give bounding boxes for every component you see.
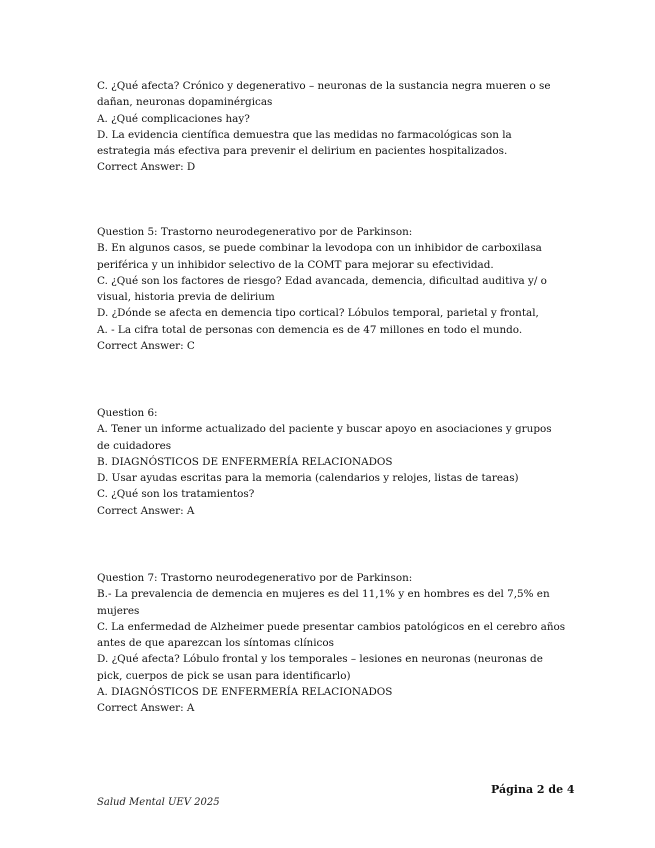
correct-answer: Correct Answer: C bbox=[97, 340, 195, 353]
page-number: Página 2 de 4 bbox=[491, 783, 575, 796]
answer-option: B.- La prevalencia de demencia en mujeres es del 11,1% y en hombres es del 7,5% en mujeres bbox=[97, 588, 550, 617]
answer-option: A. Tener un informe actualizado del paciente y buscar apoyo en asociaciones y grupos de cuidadores bbox=[97, 423, 552, 452]
answer-option: B. En algunos casos, se puede combinar la levodopa con un inhibidor de carboxilasa periférica y un inhibidor selectivo de la COMT para mejorar su efectividad. bbox=[97, 242, 542, 271]
answer-option: A. - La cifra total de personas con demencia es de 47 millones en todo el mundo. bbox=[97, 323, 523, 336]
answer-option: C. ¿Qué son los tratamientos? bbox=[97, 488, 255, 501]
question-title: Question 7: Trastorno neurodegenerativo por de Parkinson: bbox=[97, 572, 413, 584]
correct-answer: Correct Answer: D bbox=[97, 161, 196, 174]
question-block-7 bbox=[97, 570, 567, 717]
footer-text: Salud Mental UEV 2025 bbox=[97, 797, 220, 808]
correct-answer: Correct Answer: A bbox=[97, 504, 195, 517]
answer-option: D. ¿Dónde se afecta en demencia tipo cortical? Lóbulos temporal, parietal y frontal, bbox=[97, 307, 539, 320]
answer-option: B. DIAGNÓSTICOS DE ENFERMERÍA RELACIONADOS bbox=[97, 455, 393, 468]
answer-option: A. DIAGNÓSTICOS DE ENFERMERÍA RELACIONADOS bbox=[97, 686, 393, 699]
question-title: Question 6: bbox=[97, 407, 158, 419]
answer-option: D. La evidencia científica demuestra que las medidas no farmacológicas son la estrategia más efectiva para prevenir el delirium en pacientes hospitalizados. bbox=[97, 128, 512, 158]
question-block-4-continued bbox=[97, 78, 567, 176]
answer-option: D. ¿Qué afecta? Lóbulo frontal y los temporales – lesiones en neuronas (neuronas de pick, cuerpos de pick se usan para identificarlo) bbox=[97, 653, 543, 682]
answer-option: A. ¿Qué complicaciones hay? bbox=[97, 112, 250, 125]
answer-option: C. ¿Qué afecta? Crónico y degenerativo – neuronas de la sustancia negra mueren o se dañan, neuronas dopaminérgicas bbox=[97, 80, 551, 109]
answer-option: D. Usar ayudas escritas para la memoria (calendarios y relojes, listas de tareas) bbox=[97, 472, 519, 485]
answer-option: C. La enfermedad de Alzheimer puede presentar cambios patológicos en el cerebro años antes de que aparezcan los síntomas clínicos bbox=[97, 620, 566, 650]
question-block-6 bbox=[97, 405, 567, 519]
question-block-5 bbox=[97, 224, 567, 354]
question-title: Question 5: Trastorno neurodegenerativo por de Parkinson: bbox=[97, 226, 413, 238]
correct-answer: Correct Answer: A bbox=[97, 702, 195, 715]
answer-option: C. ¿Qué son los factores de riesgo? Edad avancada, demencia, dificultad auditiva y/ o visual, historia previa de delirium bbox=[97, 274, 547, 304]
